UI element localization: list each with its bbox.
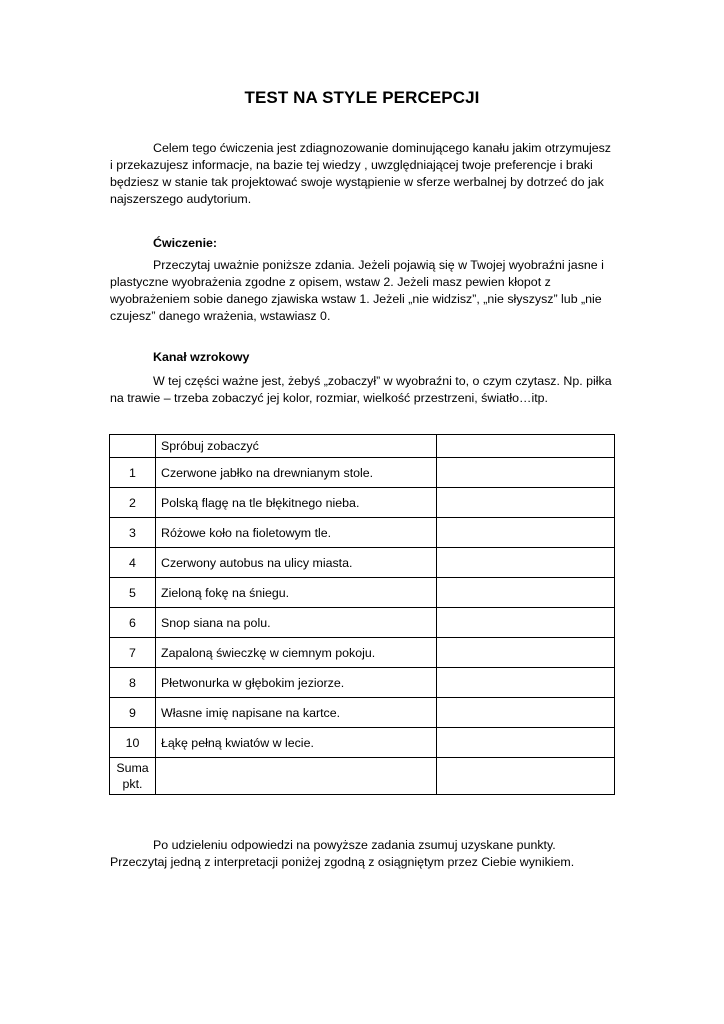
score-cell[interactable] [437,698,615,728]
table-row [110,638,615,668]
score-cell[interactable] [437,458,615,488]
exercise-paragraph: Przeczytaj uważnie poniższe zdania. Jeżeli pojawią się w Twojej wyobraźni jasne i plastyczne wyobrażenia zgodne z opisem, wstaw 2. Jeżeli masz pewien kłopot z wyobrażeniem sobie danego zjawiska wstaw 1. Jeżeli „nie widzisz”, „nie słyszysz” lub „nie czujesz” danego wrażenia, wstawiasz 0. [110,258,604,323]
sum-label-line2: pkt. [122,777,143,791]
table-row [110,728,615,758]
row-number: 4 [110,548,156,578]
score-cell[interactable] [437,548,615,578]
sum-text-cell [156,758,437,795]
row-text: Różowe koło na fioletowym tle. [156,518,437,548]
score-cell[interactable] [437,518,615,548]
score-cell[interactable] [437,638,615,668]
row-number: 8 [110,668,156,698]
row-text: Snop siana na polu. [156,608,437,638]
row-text: Czerwony autobus na ulicy miasta. [156,548,437,578]
sum-label-line1: Suma [116,761,149,775]
row-number: 9 [110,698,156,728]
outro-paragraph: Po udzieleniu odpowiedzi na powyższe zadania zsumuj uzyskane punkty. Przeczytaj jedną z interpretacji poniżej zgodną z osiągniętym przez Ciebie wynikiem. [110,838,575,869]
table-row [110,668,615,698]
sum-label [110,758,156,795]
intro-paragraph: Celem tego ćwiczenia jest zdiagnozowanie dominującego kanału jakim otrzymujesz i przekazujesz informacje, na bazie tej wiedzy , uwzględniającej twoje preferencje i braki będziesz w stanie tak projektować swoje wystąpienie w sferze werbalnej by dotrzeć do jak najszerszego audytorium. [110,141,611,206]
table-row [110,488,615,518]
row-number: 1 [110,458,156,488]
table-row [110,548,615,578]
row-text: Własne imię napisane na kartce. [156,698,437,728]
visual-channel-heading: Kanał wzrokowy [153,350,250,364]
row-number: 2 [110,488,156,518]
row-text: Polską flagę na tle błękitnego nieba. [156,488,437,518]
page-title: TEST NA STYLE PERCEPCJI [244,88,480,107]
table-row [110,578,615,608]
table-row [110,698,615,728]
row-number: 10 [110,728,156,758]
row-number: 5 [110,578,156,608]
row-number: 7 [110,638,156,668]
row-number: 3 [110,518,156,548]
row-number: 6 [110,608,156,638]
table-row [110,608,615,638]
score-cell[interactable] [437,608,615,638]
visual-channel-paragraph: W tej części ważne jest, żebyś „zobaczył” w wyobraźni to, o czym czytasz. Np. piłka na trawie – trzeba zobaczyć jej kolor, rozmiar, wielkość przestrzeni, światło…itp. [110,374,612,405]
score-cell[interactable] [437,488,615,518]
row-text: Czerwone jabłko na drewnianym stole. [156,458,437,488]
score-cell[interactable] [437,578,615,608]
table-header-row [110,435,615,458]
table-sum-row [110,758,615,795]
table-row [110,518,615,548]
table-header-num-cell [110,435,156,458]
table-row [110,458,615,488]
row-text: Zieloną fokę na śniegu. [156,578,437,608]
perception-table [109,434,615,795]
score-cell[interactable] [437,728,615,758]
row-text: Zapaloną świeczkę w ciemnym pokoju. [156,638,437,668]
row-text: Płetwonurka w głębokim jeziorze. [156,668,437,698]
score-cell[interactable] [437,668,615,698]
table-header-score-cell [437,435,615,458]
table-header-label: Spróbuj zobaczyć [156,435,437,458]
sum-score-cell[interactable] [437,758,615,795]
row-text: Łąkę pełną kwiatów w lecie. [156,728,437,758]
exercise-heading: Ćwiczenie: [153,236,218,250]
